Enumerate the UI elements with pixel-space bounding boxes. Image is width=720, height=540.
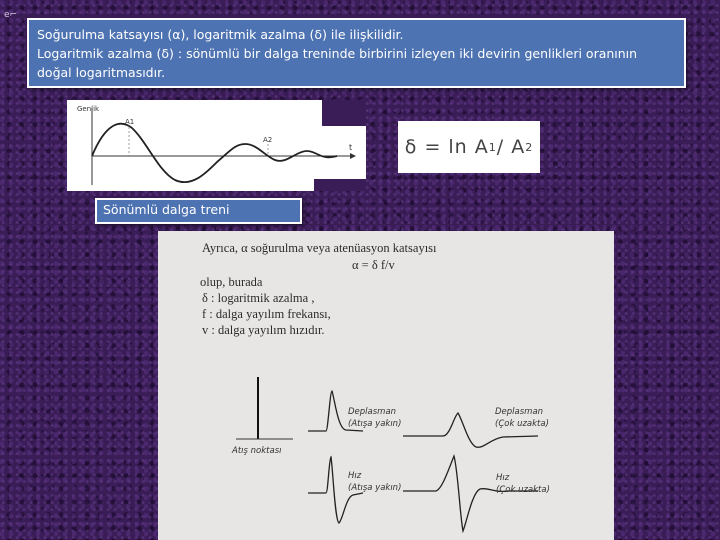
formula-middle: / A [496,136,526,158]
damped-wave-figure [67,100,366,191]
x-axis-arrow [350,153,356,159]
scan-line-6: v : dalga yayılım hızıdır. [202,323,325,337]
label-velocity-near-sub: (Atışa yakın) [348,483,402,493]
figure-notch-top [322,100,366,126]
wave-ylabel: Genlik [77,105,100,113]
formula-sub2: 2 [525,140,534,154]
scanned-page [158,231,614,540]
label-velocity-far: Hız [496,473,510,483]
corner-mark: e⌐ [4,10,18,20]
formula-sub1: 1 [488,140,497,154]
formula-prefix: δ = ln A [404,136,489,158]
label-velocity-far-sub: (Çok uzakta) [496,485,550,495]
scan-line-3: olup, burada [200,275,263,289]
peak1-label: A1 [125,118,135,126]
figure-caption: Sönümlü dalga treni [95,198,302,224]
label-displacement-near-sub: (Atışa yakın) [348,419,402,429]
scan-line-4: δ : logaritmik azalma , [202,291,315,305]
definition-line-2: Logaritmik azalma (δ) : sönümlü bir dalga treninde birbirini izleyen iki devirin genlikleri oranının [37,46,638,61]
label-velocity-near: Hız [348,471,362,481]
definition-box [27,18,686,88]
definition-line-1: Soğurulma katsayısı (α), logaritmik azalma (δ) ile ilişkilidir. [37,27,404,42]
label-displacement-near: Deplasman [348,407,397,417]
definition-line-3: doğal logaritmasıdır. [37,65,166,80]
log-decrement-formula [398,121,540,173]
figure-notch-bottom [314,179,366,191]
scan-line-2: α = δ f/v [352,258,395,272]
label-shot-point: Atış noktası [232,446,282,456]
scan-line-5: f : dalga yayılım frekansı, [202,307,331,321]
wave-xlabel: t [349,143,353,152]
scan-line-1: Ayrıca, α soğurulma veya atenüasyon katsayısı [202,241,437,255]
peak2-label: A2 [263,136,273,144]
label-displacement-far: Deplasman [495,407,544,417]
label-displacement-far-sub: (Çok uzakta) [495,419,549,429]
